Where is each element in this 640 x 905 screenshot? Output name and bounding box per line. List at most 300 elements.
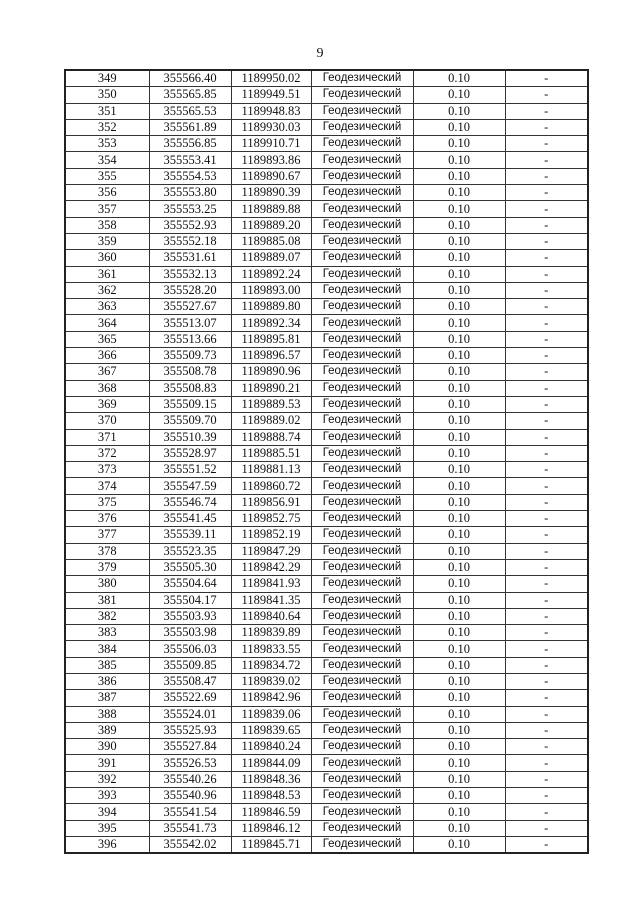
y-coordinate-cell: 1189893.86 xyxy=(231,152,311,168)
method-cell: Геодезический xyxy=(311,657,413,673)
accuracy-cell: 0.10 xyxy=(413,543,505,559)
x-coordinate-cell: 355527.84 xyxy=(149,739,231,755)
method-cell: Геодезический xyxy=(311,739,413,755)
point-number-cell: 385 xyxy=(65,657,149,673)
table-row xyxy=(65,413,588,429)
table-row xyxy=(65,804,588,820)
table-row xyxy=(65,429,588,445)
method-cell: Геодезический xyxy=(311,673,413,689)
accuracy-cell: 0.10 xyxy=(413,755,505,771)
point-number-cell: 354 xyxy=(65,152,149,168)
x-coordinate-cell: 355505.30 xyxy=(149,559,231,575)
accuracy-cell: 0.10 xyxy=(413,804,505,820)
y-coordinate-cell: 1189852.75 xyxy=(231,511,311,527)
y-coordinate-cell: 1189841.93 xyxy=(231,576,311,592)
point-number-cell: 377 xyxy=(65,527,149,543)
y-coordinate-cell: 1189885.51 xyxy=(231,445,311,461)
point-number-cell: 381 xyxy=(65,592,149,608)
table-row xyxy=(65,478,588,494)
accuracy-cell: 0.10 xyxy=(413,592,505,608)
point-number-cell: 382 xyxy=(65,608,149,624)
extra-cell: - xyxy=(505,462,588,478)
point-number-cell: 363 xyxy=(65,299,149,315)
accuracy-cell: 0.10 xyxy=(413,445,505,461)
y-coordinate-cell: 1189950.02 xyxy=(231,70,311,87)
point-number-cell: 387 xyxy=(65,690,149,706)
method-cell: Геодезический xyxy=(311,690,413,706)
table-row xyxy=(65,364,588,380)
x-coordinate-cell: 355561.89 xyxy=(149,119,231,135)
table-row xyxy=(65,739,588,755)
table-row xyxy=(65,706,588,722)
y-coordinate-cell: 1189839.02 xyxy=(231,673,311,689)
extra-cell: - xyxy=(505,282,588,298)
table-row xyxy=(65,820,588,836)
extra-cell: - xyxy=(505,103,588,119)
point-number-cell: 356 xyxy=(65,185,149,201)
extra-cell: - xyxy=(505,690,588,706)
point-number-cell: 394 xyxy=(65,804,149,820)
table-row xyxy=(65,201,588,217)
extra-cell: - xyxy=(505,625,588,641)
point-number-cell: 359 xyxy=(65,233,149,249)
x-coordinate-cell: 355565.53 xyxy=(149,103,231,119)
x-coordinate-cell: 355554.53 xyxy=(149,168,231,184)
y-coordinate-cell: 1189839.06 xyxy=(231,706,311,722)
x-coordinate-cell: 355509.70 xyxy=(149,413,231,429)
coordinates-table-body xyxy=(65,70,588,853)
point-number-cell: 360 xyxy=(65,250,149,266)
point-number-cell: 361 xyxy=(65,266,149,282)
x-coordinate-cell: 355527.67 xyxy=(149,299,231,315)
method-cell: Геодезический xyxy=(311,559,413,575)
extra-cell: - xyxy=(505,201,588,217)
method-cell: Геодезический xyxy=(311,282,413,298)
table-row xyxy=(65,673,588,689)
accuracy-cell: 0.10 xyxy=(413,396,505,412)
table-row xyxy=(65,576,588,592)
y-coordinate-cell: 1189889.07 xyxy=(231,250,311,266)
x-coordinate-cell: 355524.01 xyxy=(149,706,231,722)
point-number-cell: 395 xyxy=(65,820,149,836)
table-row xyxy=(65,494,588,510)
method-cell: Геодезический xyxy=(311,364,413,380)
accuracy-cell: 0.10 xyxy=(413,282,505,298)
extra-cell: - xyxy=(505,494,588,510)
extra-cell: - xyxy=(505,592,588,608)
y-coordinate-cell: 1189948.83 xyxy=(231,103,311,119)
accuracy-cell: 0.10 xyxy=(413,641,505,657)
method-cell: Геодезический xyxy=(311,543,413,559)
table-row xyxy=(65,445,588,461)
point-number-cell: 350 xyxy=(65,87,149,103)
x-coordinate-cell: 355565.85 xyxy=(149,87,231,103)
accuracy-cell: 0.10 xyxy=(413,494,505,510)
extra-cell: - xyxy=(505,233,588,249)
y-coordinate-cell: 1189910.71 xyxy=(231,136,311,152)
extra-cell: - xyxy=(505,299,588,315)
y-coordinate-cell: 1189860.72 xyxy=(231,478,311,494)
x-coordinate-cell: 355531.61 xyxy=(149,250,231,266)
table-row xyxy=(65,755,588,771)
accuracy-cell: 0.10 xyxy=(413,380,505,396)
method-cell: Геодезический xyxy=(311,348,413,364)
method-cell: Геодезический xyxy=(311,233,413,249)
table-row xyxy=(65,70,588,87)
x-coordinate-cell: 355541.73 xyxy=(149,820,231,836)
point-number-cell: 378 xyxy=(65,543,149,559)
method-cell: Геодезический xyxy=(311,755,413,771)
extra-cell: - xyxy=(505,722,588,738)
y-coordinate-cell: 1189890.67 xyxy=(231,168,311,184)
extra-cell: - xyxy=(505,673,588,689)
point-number-cell: 375 xyxy=(65,494,149,510)
point-number-cell: 392 xyxy=(65,771,149,787)
y-coordinate-cell: 1189848.53 xyxy=(231,788,311,804)
point-number-cell: 365 xyxy=(65,331,149,347)
x-coordinate-cell: 355523.35 xyxy=(149,543,231,559)
method-cell: Геодезический xyxy=(311,462,413,478)
x-coordinate-cell: 355508.78 xyxy=(149,364,231,380)
table-row xyxy=(65,511,588,527)
method-cell: Геодезический xyxy=(311,201,413,217)
extra-cell: - xyxy=(505,429,588,445)
method-cell: Геодезический xyxy=(311,478,413,494)
extra-cell: - xyxy=(505,559,588,575)
point-number-cell: 370 xyxy=(65,413,149,429)
y-coordinate-cell: 1189852.19 xyxy=(231,527,311,543)
y-coordinate-cell: 1189895.81 xyxy=(231,331,311,347)
method-cell: Геодезический xyxy=(311,771,413,787)
x-coordinate-cell: 355528.20 xyxy=(149,282,231,298)
point-number-cell: 362 xyxy=(65,282,149,298)
point-number-cell: 367 xyxy=(65,364,149,380)
point-number-cell: 358 xyxy=(65,217,149,233)
y-coordinate-cell: 1189881.13 xyxy=(231,462,311,478)
method-cell: Геодезический xyxy=(311,413,413,429)
point-number-cell: 388 xyxy=(65,706,149,722)
accuracy-cell: 0.10 xyxy=(413,103,505,119)
point-number-cell: 364 xyxy=(65,315,149,331)
accuracy-cell: 0.10 xyxy=(413,70,505,87)
accuracy-cell: 0.10 xyxy=(413,364,505,380)
point-number-cell: 380 xyxy=(65,576,149,592)
method-cell: Геодезический xyxy=(311,331,413,347)
accuracy-cell: 0.10 xyxy=(413,348,505,364)
y-coordinate-cell: 1189889.88 xyxy=(231,201,311,217)
method-cell: Геодезический xyxy=(311,706,413,722)
extra-cell: - xyxy=(505,641,588,657)
extra-cell: - xyxy=(505,119,588,135)
extra-cell: - xyxy=(505,478,588,494)
x-coordinate-cell: 355504.64 xyxy=(149,576,231,592)
point-number-cell: 376 xyxy=(65,511,149,527)
table-row xyxy=(65,380,588,396)
extra-cell: - xyxy=(505,820,588,836)
extra-cell: - xyxy=(505,87,588,103)
accuracy-cell: 0.10 xyxy=(413,739,505,755)
method-cell: Геодезический xyxy=(311,217,413,233)
extra-cell: - xyxy=(505,511,588,527)
method-cell: Геодезический xyxy=(311,494,413,510)
extra-cell: - xyxy=(505,527,588,543)
x-coordinate-cell: 355542.02 xyxy=(149,836,231,853)
method-cell: Геодезический xyxy=(311,299,413,315)
x-coordinate-cell: 355503.98 xyxy=(149,625,231,641)
table-row xyxy=(65,299,588,315)
table-row xyxy=(65,462,588,478)
accuracy-cell: 0.10 xyxy=(413,185,505,201)
accuracy-cell: 0.10 xyxy=(413,527,505,543)
table-row xyxy=(65,233,588,249)
method-cell: Геодезический xyxy=(311,722,413,738)
extra-cell: - xyxy=(505,706,588,722)
method-cell: Геодезический xyxy=(311,266,413,282)
extra-cell: - xyxy=(505,168,588,184)
accuracy-cell: 0.10 xyxy=(413,136,505,152)
x-coordinate-cell: 355504.17 xyxy=(149,592,231,608)
point-number-cell: 371 xyxy=(65,429,149,445)
y-coordinate-cell: 1189834.72 xyxy=(231,657,311,673)
x-coordinate-cell: 355540.96 xyxy=(149,788,231,804)
method-cell: Геодезический xyxy=(311,185,413,201)
x-coordinate-cell: 355547.59 xyxy=(149,478,231,494)
y-coordinate-cell: 1189846.12 xyxy=(231,820,311,836)
method-cell: Геодезический xyxy=(311,641,413,657)
y-coordinate-cell: 1189833.55 xyxy=(231,641,311,657)
accuracy-cell: 0.10 xyxy=(413,673,505,689)
y-coordinate-cell: 1189892.24 xyxy=(231,266,311,282)
table-row xyxy=(65,836,588,853)
page-number: 9 xyxy=(316,46,324,61)
method-cell: Геодезический xyxy=(311,836,413,853)
y-coordinate-cell: 1189839.65 xyxy=(231,722,311,738)
table-row xyxy=(65,282,588,298)
table-row xyxy=(65,152,588,168)
x-coordinate-cell: 355513.66 xyxy=(149,331,231,347)
method-cell: Геодезический xyxy=(311,70,413,87)
accuracy-cell: 0.10 xyxy=(413,462,505,478)
x-coordinate-cell: 355556.85 xyxy=(149,136,231,152)
y-coordinate-cell: 1189896.57 xyxy=(231,348,311,364)
point-number-cell: 386 xyxy=(65,673,149,689)
accuracy-cell: 0.10 xyxy=(413,771,505,787)
method-cell: Геодезический xyxy=(311,820,413,836)
extra-cell: - xyxy=(505,217,588,233)
table-row xyxy=(65,119,588,135)
table-row xyxy=(65,348,588,364)
x-coordinate-cell: 355552.18 xyxy=(149,233,231,249)
point-number-cell: 383 xyxy=(65,625,149,641)
x-coordinate-cell: 355513.07 xyxy=(149,315,231,331)
point-number-cell: 351 xyxy=(65,103,149,119)
x-coordinate-cell: 355540.26 xyxy=(149,771,231,787)
extra-cell: - xyxy=(505,348,588,364)
point-number-cell: 369 xyxy=(65,396,149,412)
point-number-cell: 357 xyxy=(65,201,149,217)
x-coordinate-cell: 355528.97 xyxy=(149,445,231,461)
y-coordinate-cell: 1189842.96 xyxy=(231,690,311,706)
x-coordinate-cell: 355509.73 xyxy=(149,348,231,364)
point-number-cell: 372 xyxy=(65,445,149,461)
accuracy-cell: 0.10 xyxy=(413,217,505,233)
point-number-cell: 393 xyxy=(65,788,149,804)
x-coordinate-cell: 355553.25 xyxy=(149,201,231,217)
table-row xyxy=(65,168,588,184)
y-coordinate-cell: 1189889.02 xyxy=(231,413,311,429)
y-coordinate-cell: 1189848.36 xyxy=(231,771,311,787)
table-row xyxy=(65,625,588,641)
point-number-cell: 352 xyxy=(65,119,149,135)
x-coordinate-cell: 355553.80 xyxy=(149,185,231,201)
table-row xyxy=(65,543,588,559)
extra-cell: - xyxy=(505,608,588,624)
point-number-cell: 368 xyxy=(65,380,149,396)
extra-cell: - xyxy=(505,755,588,771)
x-coordinate-cell: 355510.39 xyxy=(149,429,231,445)
x-coordinate-cell: 355541.54 xyxy=(149,804,231,820)
accuracy-cell: 0.10 xyxy=(413,722,505,738)
x-coordinate-cell: 355546.74 xyxy=(149,494,231,510)
extra-cell: - xyxy=(505,657,588,673)
point-number-cell: 391 xyxy=(65,755,149,771)
x-coordinate-cell: 355539.11 xyxy=(149,527,231,543)
y-coordinate-cell: 1189840.64 xyxy=(231,608,311,624)
table-row xyxy=(65,396,588,412)
accuracy-cell: 0.10 xyxy=(413,625,505,641)
accuracy-cell: 0.10 xyxy=(413,168,505,184)
extra-cell: - xyxy=(505,396,588,412)
accuracy-cell: 0.10 xyxy=(413,836,505,853)
method-cell: Геодезический xyxy=(311,250,413,266)
x-coordinate-cell: 355553.41 xyxy=(149,152,231,168)
x-coordinate-cell: 355509.15 xyxy=(149,396,231,412)
accuracy-cell: 0.10 xyxy=(413,233,505,249)
extra-cell: - xyxy=(505,543,588,559)
extra-cell: - xyxy=(505,380,588,396)
extra-cell: - xyxy=(505,136,588,152)
method-cell: Геодезический xyxy=(311,608,413,624)
y-coordinate-cell: 1189847.29 xyxy=(231,543,311,559)
table-row xyxy=(65,641,588,657)
table-row xyxy=(65,592,588,608)
accuracy-cell: 0.10 xyxy=(413,657,505,673)
y-coordinate-cell: 1189856.91 xyxy=(231,494,311,510)
accuracy-cell: 0.10 xyxy=(413,820,505,836)
table-row xyxy=(65,722,588,738)
x-coordinate-cell: 355509.85 xyxy=(149,657,231,673)
y-coordinate-cell: 1189840.24 xyxy=(231,739,311,755)
accuracy-cell: 0.10 xyxy=(413,576,505,592)
point-number-cell: 355 xyxy=(65,168,149,184)
point-number-cell: 353 xyxy=(65,136,149,152)
y-coordinate-cell: 1189846.59 xyxy=(231,804,311,820)
x-coordinate-cell: 355522.69 xyxy=(149,690,231,706)
point-number-cell: 374 xyxy=(65,478,149,494)
method-cell: Геодезический xyxy=(311,445,413,461)
table-row xyxy=(65,788,588,804)
point-number-cell: 373 xyxy=(65,462,149,478)
method-cell: Геодезический xyxy=(311,315,413,331)
y-coordinate-cell: 1189845.71 xyxy=(231,836,311,853)
table-row xyxy=(65,331,588,347)
extra-cell: - xyxy=(505,576,588,592)
extra-cell: - xyxy=(505,413,588,429)
extra-cell: - xyxy=(505,788,588,804)
table-row xyxy=(65,771,588,787)
x-coordinate-cell: 355508.47 xyxy=(149,673,231,689)
method-cell: Геодезический xyxy=(311,511,413,527)
method-cell: Геодезический xyxy=(311,136,413,152)
y-coordinate-cell: 1189889.80 xyxy=(231,299,311,315)
y-coordinate-cell: 1189885.08 xyxy=(231,233,311,249)
y-coordinate-cell: 1189844.09 xyxy=(231,755,311,771)
extra-cell: - xyxy=(505,315,588,331)
extra-cell: - xyxy=(505,364,588,380)
accuracy-cell: 0.10 xyxy=(413,299,505,315)
x-coordinate-cell: 355541.45 xyxy=(149,511,231,527)
method-cell: Геодезический xyxy=(311,804,413,820)
method-cell: Геодезический xyxy=(311,625,413,641)
accuracy-cell: 0.10 xyxy=(413,788,505,804)
table-row xyxy=(65,559,588,575)
x-coordinate-cell: 355552.93 xyxy=(149,217,231,233)
method-cell: Геодезический xyxy=(311,87,413,103)
extra-cell: - xyxy=(505,185,588,201)
extra-cell: - xyxy=(505,152,588,168)
accuracy-cell: 0.10 xyxy=(413,478,505,494)
y-coordinate-cell: 1189893.00 xyxy=(231,282,311,298)
x-coordinate-cell: 355503.93 xyxy=(149,608,231,624)
table-row xyxy=(65,103,588,119)
table-row xyxy=(65,527,588,543)
extra-cell: - xyxy=(505,266,588,282)
y-coordinate-cell: 1189842.29 xyxy=(231,559,311,575)
y-coordinate-cell: 1189930.03 xyxy=(231,119,311,135)
method-cell: Геодезический xyxy=(311,396,413,412)
table-row xyxy=(65,690,588,706)
x-coordinate-cell: 355532.13 xyxy=(149,266,231,282)
coordinates-table xyxy=(64,69,589,854)
point-number-cell: 389 xyxy=(65,722,149,738)
accuracy-cell: 0.10 xyxy=(413,559,505,575)
table-row xyxy=(65,250,588,266)
method-cell: Геодезический xyxy=(311,103,413,119)
accuracy-cell: 0.10 xyxy=(413,87,505,103)
point-number-cell: 349 xyxy=(65,70,149,87)
method-cell: Геодезический xyxy=(311,592,413,608)
point-number-cell: 384 xyxy=(65,641,149,657)
method-cell: Геодезический xyxy=(311,380,413,396)
accuracy-cell: 0.10 xyxy=(413,429,505,445)
table-row xyxy=(65,657,588,673)
method-cell: Геодезический xyxy=(311,152,413,168)
accuracy-cell: 0.10 xyxy=(413,250,505,266)
accuracy-cell: 0.10 xyxy=(413,608,505,624)
table-row xyxy=(65,608,588,624)
method-cell: Геодезический xyxy=(311,168,413,184)
y-coordinate-cell: 1189841.35 xyxy=(231,592,311,608)
accuracy-cell: 0.10 xyxy=(413,201,505,217)
y-coordinate-cell: 1189889.53 xyxy=(231,396,311,412)
extra-cell: - xyxy=(505,331,588,347)
table-row xyxy=(65,87,588,103)
accuracy-cell: 0.10 xyxy=(413,331,505,347)
method-cell: Геодезический xyxy=(311,527,413,543)
table-row xyxy=(65,266,588,282)
extra-cell: - xyxy=(505,739,588,755)
table-row xyxy=(65,136,588,152)
